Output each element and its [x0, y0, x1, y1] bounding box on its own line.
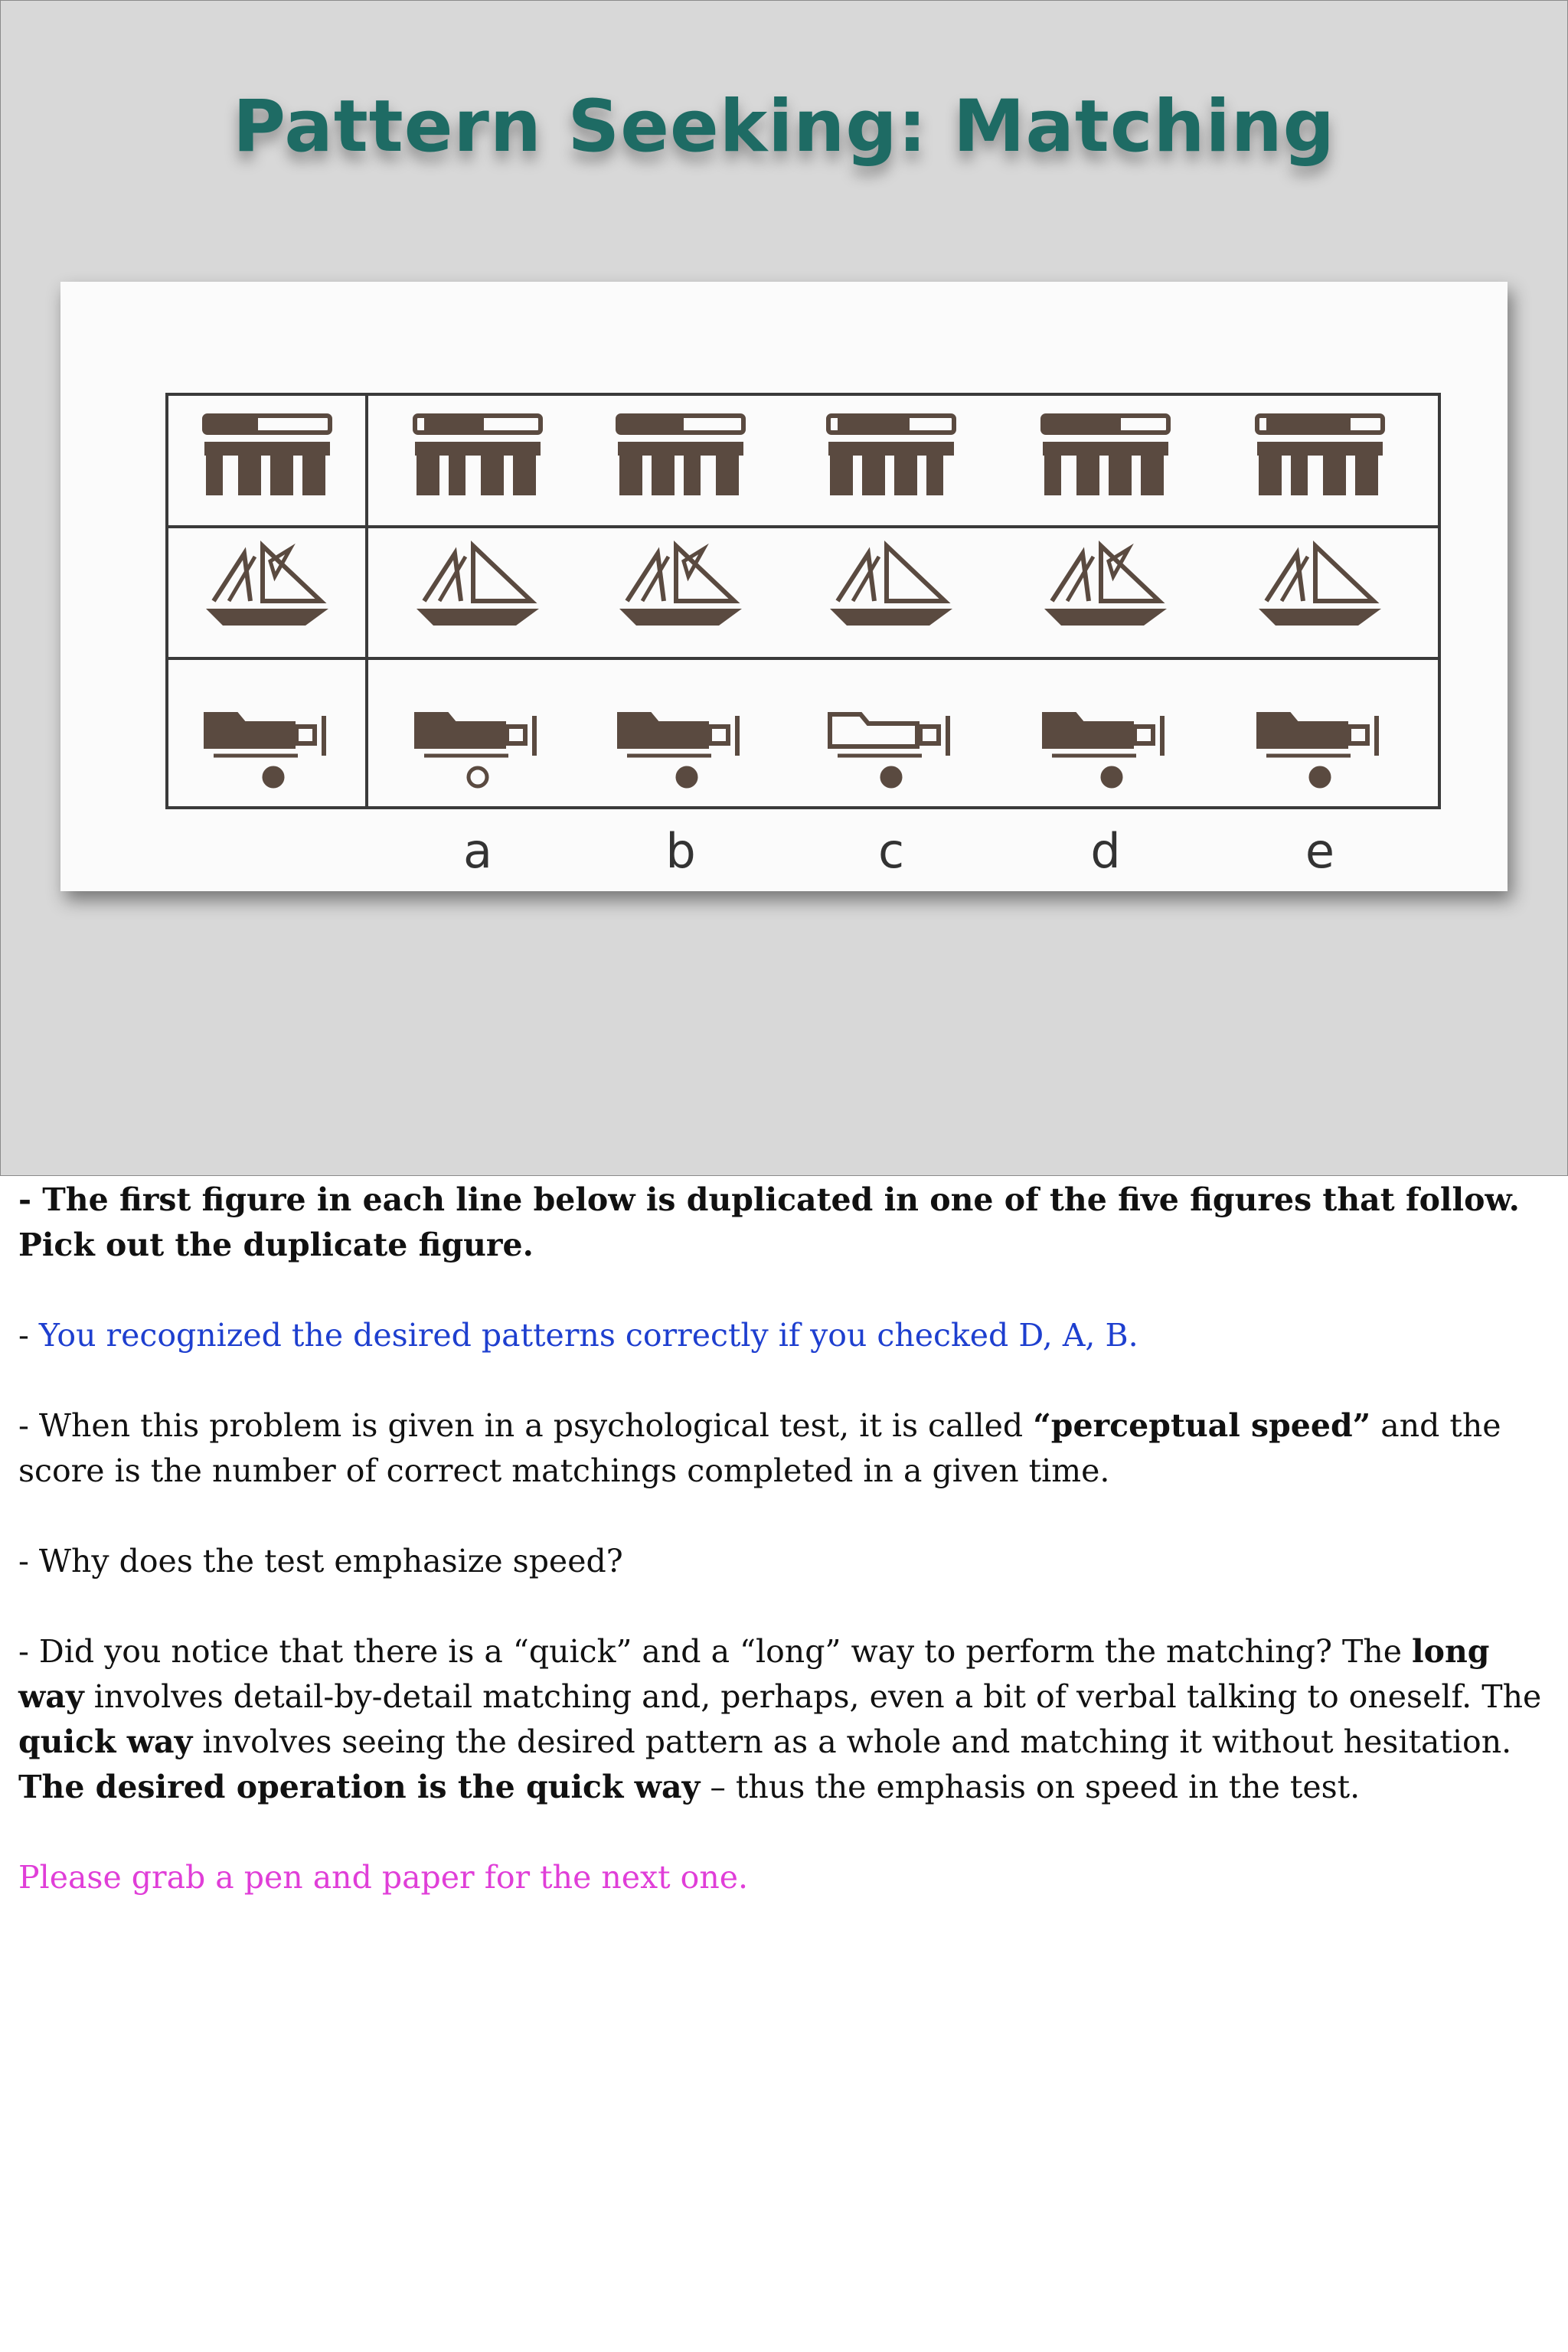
column-label-e: e [1305, 823, 1335, 879]
matching-figure [60, 282, 1508, 891]
answer-paragraph: - You recognized the desired patterns correctly if you checked D, A, B. [18, 1317, 1138, 1354]
sailboat-figure-4 [1044, 546, 1167, 626]
quick-long-paragraph: - Did you notice that there is a “quick” and a “long” way to perform the matching? The long way involves detail-by-detail matching and, perhaps, even a bit of verbal talking to oneself. The quick way involves seeing the desired pattern as a whole and matching it without hesitation. The desired operation is the quick way – thus the emphasis on speed in the test. [18, 1633, 1542, 1805]
bench-figure-2 [618, 416, 743, 495]
column-label-b: b [665, 823, 696, 879]
question-paragraph: - Why does the test emphasize speed? [18, 1543, 623, 1579]
matching-figure-card [60, 282, 1508, 891]
slide-title: Pattern Seeking: Matching [233, 85, 1335, 168]
answer-text: You recognized the desired patterns correctly if you checked D, A, B. [38, 1317, 1138, 1354]
sailboat-figure-0 [206, 546, 328, 626]
bench-figure-0 [204, 416, 330, 495]
airplane-figure-4 [1044, 714, 1162, 786]
next-prompt: Please grab a pen and paper for the next one. [18, 1859, 749, 1896]
airplane-figure-2 [619, 714, 737, 786]
bench-figure-5 [1257, 416, 1383, 495]
airplane-figure-1 [416, 714, 534, 786]
sailboat-figure-2 [619, 546, 742, 626]
sailboat-figure-3 [830, 546, 952, 626]
bench-figure-3 [828, 416, 954, 495]
column-label-a: a [463, 823, 492, 879]
column-label-d: d [1090, 823, 1121, 879]
airplane-figure-3 [830, 714, 948, 786]
perceptual-speed-paragraph: - When this problem is given in a psychological test, it is called “perceptual speed” and the score is the number of correct matchings completed in a given time. [18, 1407, 1501, 1489]
bench-figure-1 [415, 416, 541, 495]
airplane-figure-5 [1259, 714, 1377, 786]
column-label-c: c [877, 823, 905, 879]
bench-figure-4 [1043, 416, 1168, 495]
instruction-paragraph: - The first figure in each line below is duplicated in one of the five figures that follow. Pick out the duplicate figure. [18, 1181, 1520, 1263]
airplane-figure-0 [206, 714, 324, 786]
sailboat-figure-5 [1259, 546, 1381, 626]
figure-table-border [167, 394, 1439, 808]
sailboat-figure-1 [416, 546, 539, 626]
notes-text [18, 1178, 1542, 1945]
